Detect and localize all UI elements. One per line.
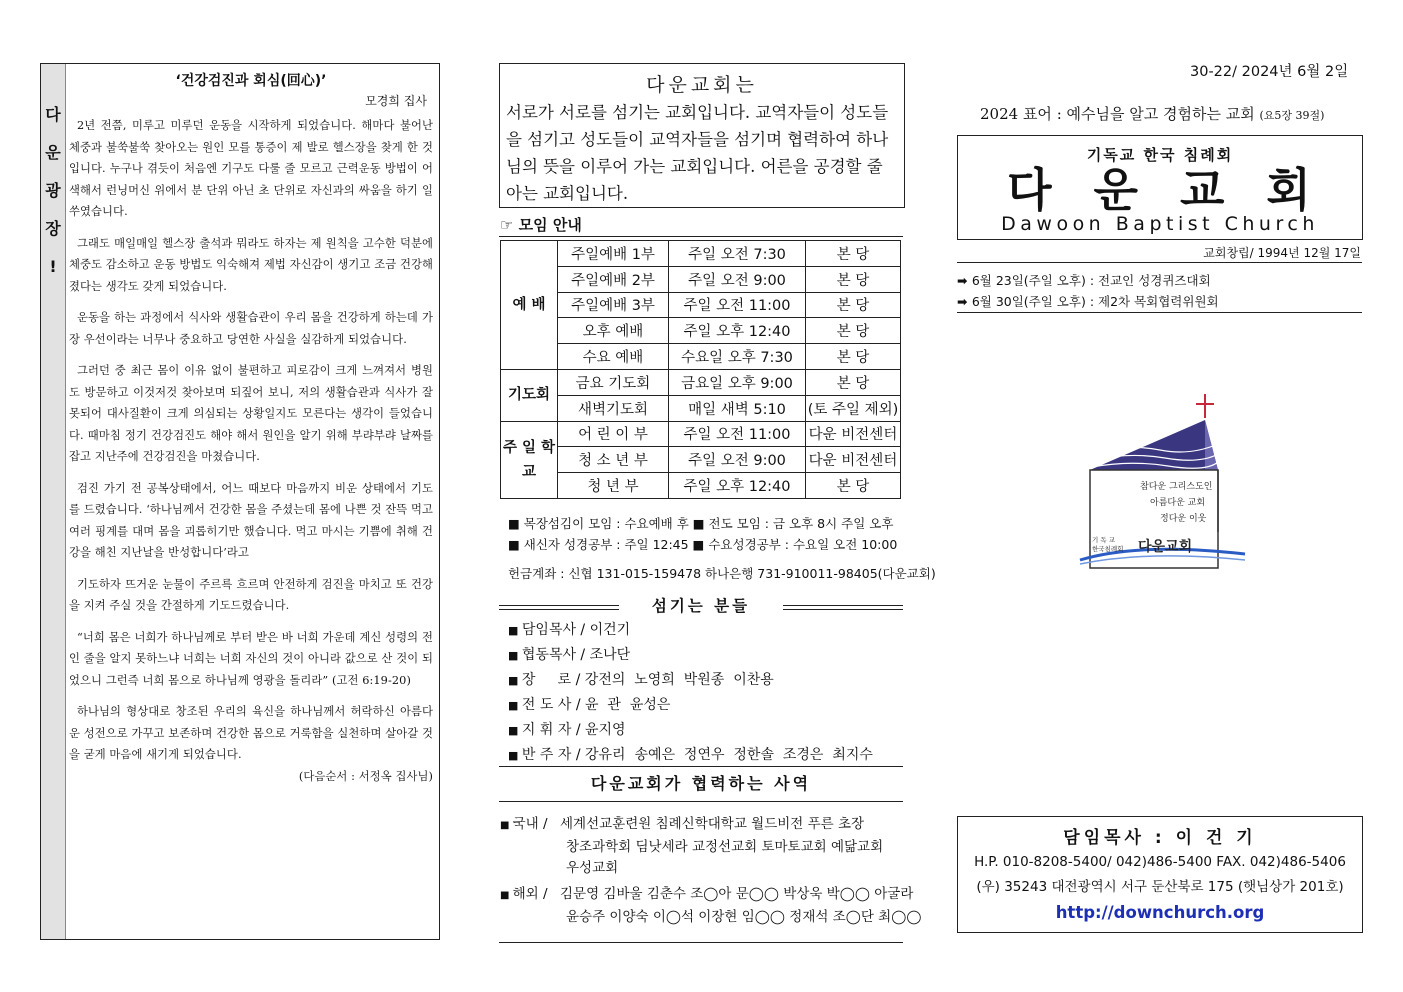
founded-date: 교회창립/ 1994년 12월 17일 <box>1203 246 1361 260</box>
meeting-row <box>501 292 901 318</box>
logo-text: 참다운 그리스도인 <box>1140 482 1213 492</box>
meeting-time: 매일 새벽 5:10 <box>669 395 806 421</box>
bulletin-date: 30-22/ 2024년 6월 2일 <box>1190 64 1349 80</box>
meeting-place: 본 당 <box>806 266 901 292</box>
meeting-time: 주일 오전 7:30 <box>669 241 806 267</box>
essay-paragraph: 그래도 매일매일 헬스장 출석과 뭐라도 하자는 제 원칙을 고수한 덕분에 체중도 감소하고 운동 방법도 익숙해져 제법 자신감이 생기고 조금 건강해졌다는 생각도 갖게 되었습니다. <box>69 236 433 293</box>
domestic-label: ■ 국내 / <box>500 814 560 837</box>
meeting-name: 주일예배 2부 <box>558 266 669 292</box>
motto-text: 2024 표어 : 예수님을 알고 경험하는 교회 <box>980 105 1255 123</box>
side-banner-letter: 광 <box>45 181 61 200</box>
essay-side-banner <box>41 64 66 939</box>
event-item <box>957 291 1219 312</box>
meeting-row <box>501 318 901 344</box>
essay-paragraph: 운동을 하는 과정에서 식사와 생활습관이 우리 몸을 건강하게 하는데 가장 우선이라는 너무나 중요하고 당연한 사실을 실감하게 되었습니다. <box>69 311 433 346</box>
staff-item: ■ 협동목사 / 조나단 <box>508 643 873 668</box>
arrow-icon: ➡ <box>957 294 972 309</box>
essay-paragraph: 2년 전쯤, 미루고 미루던 운동을 시작하게 되었습니다. 해마다 불어난 체중과 불쑥불쑥 찾아오는 원인 모를 통증이 제 발로 헬스장을 찾게 한 것입니다. 누구나 겪듯이 처음엔 기구도 다룰 줄 모르고 근력운동 방법이 어색해서 런닝머신 위에서 분 단위 아닌 초 단위로 자신과의 싸움을 하기 일쑤였습니다. <box>69 119 433 218</box>
staff-list <box>508 618 873 768</box>
meeting-place: 본 당 <box>806 292 901 318</box>
motto-reference: (요5장 39절) <box>1259 109 1325 122</box>
essay-title: ‘건강검진과 회심(回心)’ <box>175 73 327 89</box>
meeting-place: 본 당 <box>806 344 901 370</box>
meeting-heading: ☞ 모임 안내 <box>500 216 582 234</box>
side-banner-letter: ! <box>49 257 57 276</box>
meeting-name: 청 년 부 <box>558 473 669 499</box>
logo-small-text: 한국침례회 <box>1092 545 1124 553</box>
meeting-time: 주일 오전 9:00 <box>669 266 806 292</box>
church-address: (우) 35243 대전광역시 서구 둔산북로 175 (햇님상가 201호) <box>976 879 1344 895</box>
meeting-place: 다운 비전센터 <box>806 447 901 473</box>
pastor-phone: H.P. 010-8208-5400/ 042)486-5400 FAX. 042)486-5406 <box>974 854 1346 870</box>
meeting-time: 주일 오후 12:40 <box>669 473 806 499</box>
meeting-name: 청 소 년 부 <box>558 447 669 473</box>
meeting-row <box>501 241 901 267</box>
meeting-note: ■ 목장섬김이 모임 : 수요예배 후 ■ 전도 모임 : 금 오후 8시 주일 오후 <box>508 516 894 531</box>
church-logo <box>1070 392 1255 577</box>
meeting-name: 어 린 이 부 <box>558 421 669 447</box>
overseas-ministry <box>500 884 921 928</box>
overseas-label: ■ 해외 / <box>500 884 560 907</box>
meeting-notes <box>508 513 897 555</box>
church-english-name: Dawoon Baptist Church <box>1001 213 1319 235</box>
meeting-place: (토 주일 제외) <box>806 395 901 421</box>
church-name: 다운교회 <box>1007 163 1353 217</box>
meeting-category: 주 일 학 교 <box>501 421 558 498</box>
staff-item: ■ 담임목사 / 이건기 <box>508 618 873 643</box>
domestic-line: 창조과학회 딤낫세라 교정선교회 토마토교회 예닮교회 <box>566 838 884 855</box>
meeting-time: 수요일 오후 7:30 <box>669 344 806 370</box>
overseas-line: 윤승주 이양숙 이◯석 이장현 임◯◯ 정재석 조◯단 최◯◯ <box>566 908 922 925</box>
meeting-name: 새벽기도회 <box>558 395 669 421</box>
essay-paragraph: “너희 몸은 너희가 하나님께로 부터 받은 바 너희 가운데 계신 성령의 전인 줄을 알지 못하느냐 너희는 너희 자신의 것이 아니라 값으로 산 것이 되었으니 그런즉 너희 몸으로 하나님께 영광을 돌리라” (고전 6:19-20) <box>69 630 433 687</box>
event-date: 6월 23일(주일 오후) <box>971 273 1086 288</box>
offering-account: 헌금계좌 : 신협 131-015-159478 하나은행 731-910011-98405(다운교회) <box>508 566 936 581</box>
logo-small-text: 기 독 교 <box>1092 536 1115 544</box>
domestic-ministry <box>500 814 883 880</box>
meeting-time: 주일 오전 11:00 <box>669 421 806 447</box>
church-name-box <box>957 135 1363 240</box>
meeting-time: 주일 오전 11:00 <box>669 292 806 318</box>
meeting-place: 다운 비전센터 <box>806 421 901 447</box>
meeting-name: 주일예배 1부 <box>558 241 669 267</box>
meeting-row <box>501 369 901 395</box>
staff-item: ■ 반 주 자 / 강유리 송예은 정연우 정한솔 조경은 최지수 <box>508 743 873 768</box>
essay-panel <box>40 63 440 940</box>
website-link[interactable]: http://downchurch.org <box>1055 903 1265 922</box>
event-text: : 전교인 성경퀴즈대회 <box>1085 273 1211 288</box>
church-intro-box <box>499 63 905 208</box>
meeting-time: 금요일 오후 9:00 <box>669 369 806 395</box>
side-banner-letter: 운 <box>45 143 61 162</box>
denomination: 기독교 한국 침례회 <box>1086 146 1234 164</box>
divider <box>957 262 1362 263</box>
logo-text: 정다운 이웃 <box>1160 514 1207 524</box>
staff-item: ■ 전 도 사 / 윤 관 윤성은 <box>508 693 873 718</box>
domestic-line: 우성교회 <box>566 860 619 876</box>
side-banner-letter: 다 <box>45 105 61 124</box>
meeting-place: 본 당 <box>806 473 901 499</box>
logo-name: 다운교회 <box>1138 539 1193 555</box>
meeting-time: 주일 오전 9:00 <box>669 447 806 473</box>
meeting-row <box>501 344 901 370</box>
event-list <box>957 270 1219 312</box>
meeting-table <box>500 240 901 499</box>
meeting-category: 예 배 <box>501 241 558 370</box>
essay-author: 모경희 집사 <box>365 94 427 108</box>
staff-item: ■ 지 휘 자 / 윤지영 <box>508 718 873 743</box>
staff-item: ■ 장 로 / 강전의 노영희 박원종 이찬용 <box>508 668 873 693</box>
meeting-row <box>501 395 901 421</box>
meeting-time: 주일 오후 12:40 <box>669 318 806 344</box>
meeting-name: 오후 예배 <box>558 318 669 344</box>
divider <box>499 236 903 237</box>
cooperation-heading: 다운교회가 협력하는 사역 <box>499 766 903 802</box>
essay-paragraph: 기도하자 뜨거운 눈물이 주르륵 흐르며 안전하게 검진을 마치고 또 건강을 지켜 주실 것을 간절하게 기도드렸습니다. <box>69 577 433 612</box>
intro-body: 서로가 서로를 섬기는 교회입니다. 교역자들이 성도들을 섬기고 성도들이 교역자들을 섬기며 협력하여 하나님의 뜻을 이루어 가는 교회입니다. 어른을 공경할 줄 아는 교회입니다. <box>506 103 889 203</box>
event-date: 6월 30일(주일 오후) <box>971 294 1086 309</box>
meeting-place: 본 당 <box>806 318 901 344</box>
pastor-name: 담임목사 : 이 건 기 <box>1063 828 1257 848</box>
staff-heading <box>499 594 903 616</box>
divider <box>957 312 1362 313</box>
meeting-row <box>501 266 901 292</box>
essay-paragraph: 검진 가기 전 공복상태에서, 어느 때보다 마음까지 비운 상태에서 기도를 드렸습니다. ‘하나님께서 건강한 몸을 주셨는데 몸에 나쁜 것 잔뜩 먹고 여러 핑계를 대며 몸을 괴롭히기만 했습니다. 먹고 마시는 기쁨에 취해 건강을 해친 지난날을 반성합니다’라고 <box>69 481 433 559</box>
meeting-row <box>501 421 901 447</box>
meeting-name: 수요 예배 <box>558 344 669 370</box>
event-item <box>957 270 1219 291</box>
meeting-place: 본 당 <box>806 369 901 395</box>
intro-title: 다운교회는 <box>646 74 758 96</box>
arrow-icon: ➡ <box>957 273 972 288</box>
meeting-name: 금요 기도회 <box>558 369 669 395</box>
meeting-row <box>501 473 901 499</box>
roof-shape <box>1090 420 1218 470</box>
meeting-name: 주일예배 3부 <box>558 292 669 318</box>
event-text: : 제2차 목회협력위원회 <box>1085 294 1219 309</box>
year-motto <box>980 103 1324 124</box>
divider <box>499 942 903 943</box>
overseas-line: 김문영 김바울 김춘수 조◯아 문◯◯ 박상욱 박◯◯ 아굴라 <box>560 886 914 902</box>
logo-text: 아름다운 교회 <box>1150 498 1206 508</box>
meeting-note: ■ 새신자 성경공부 : 주일 12:45 ■ 수요성경공부 : 수요일 오전 10:00 <box>508 537 898 552</box>
meeting-place: 본 당 <box>806 241 901 267</box>
side-banner-letter: 장 <box>45 219 61 238</box>
essay-paragraph: 하나님의 형상대로 창조된 우리의 육신을 하나님께서 허락하신 아름다운 성전으로 가꾸고 보존하며 건강한 몸으로 거룩함을 실천하며 살아갈 것을 굳게 마음에 새기게 되었습니다. <box>69 705 433 761</box>
staff-heading-text: 섬기는 분들 <box>651 597 751 615</box>
domestic-line: 세계선교훈련원 침례신학대학교 월드비전 푸른 초장 <box>560 816 865 832</box>
meeting-category: 기도회 <box>501 369 558 421</box>
essay-paragraph: (다음순서 : 서정옥 집사님) <box>298 769 433 783</box>
pastor-contact-box <box>957 816 1363 933</box>
meeting-row <box>501 447 901 473</box>
essay-paragraph: 그러던 중 최근 몸이 이유 없이 불편하고 피로감이 크게 느껴져서 병원도 방문하고 이것저것 찾아보며 되짚어 보니, 저의 생활습관과 식사가 잘못되어 대사질환이 크게 의심되는 상황일지도 모른다는 생각이 들었습니다. 때마침 정기 건강검진도 해야 해서 원인을 알기 위해 부랴부랴 날짜를 잡고 지난주에 건강검진을 마쳤습니다. <box>69 364 433 463</box>
